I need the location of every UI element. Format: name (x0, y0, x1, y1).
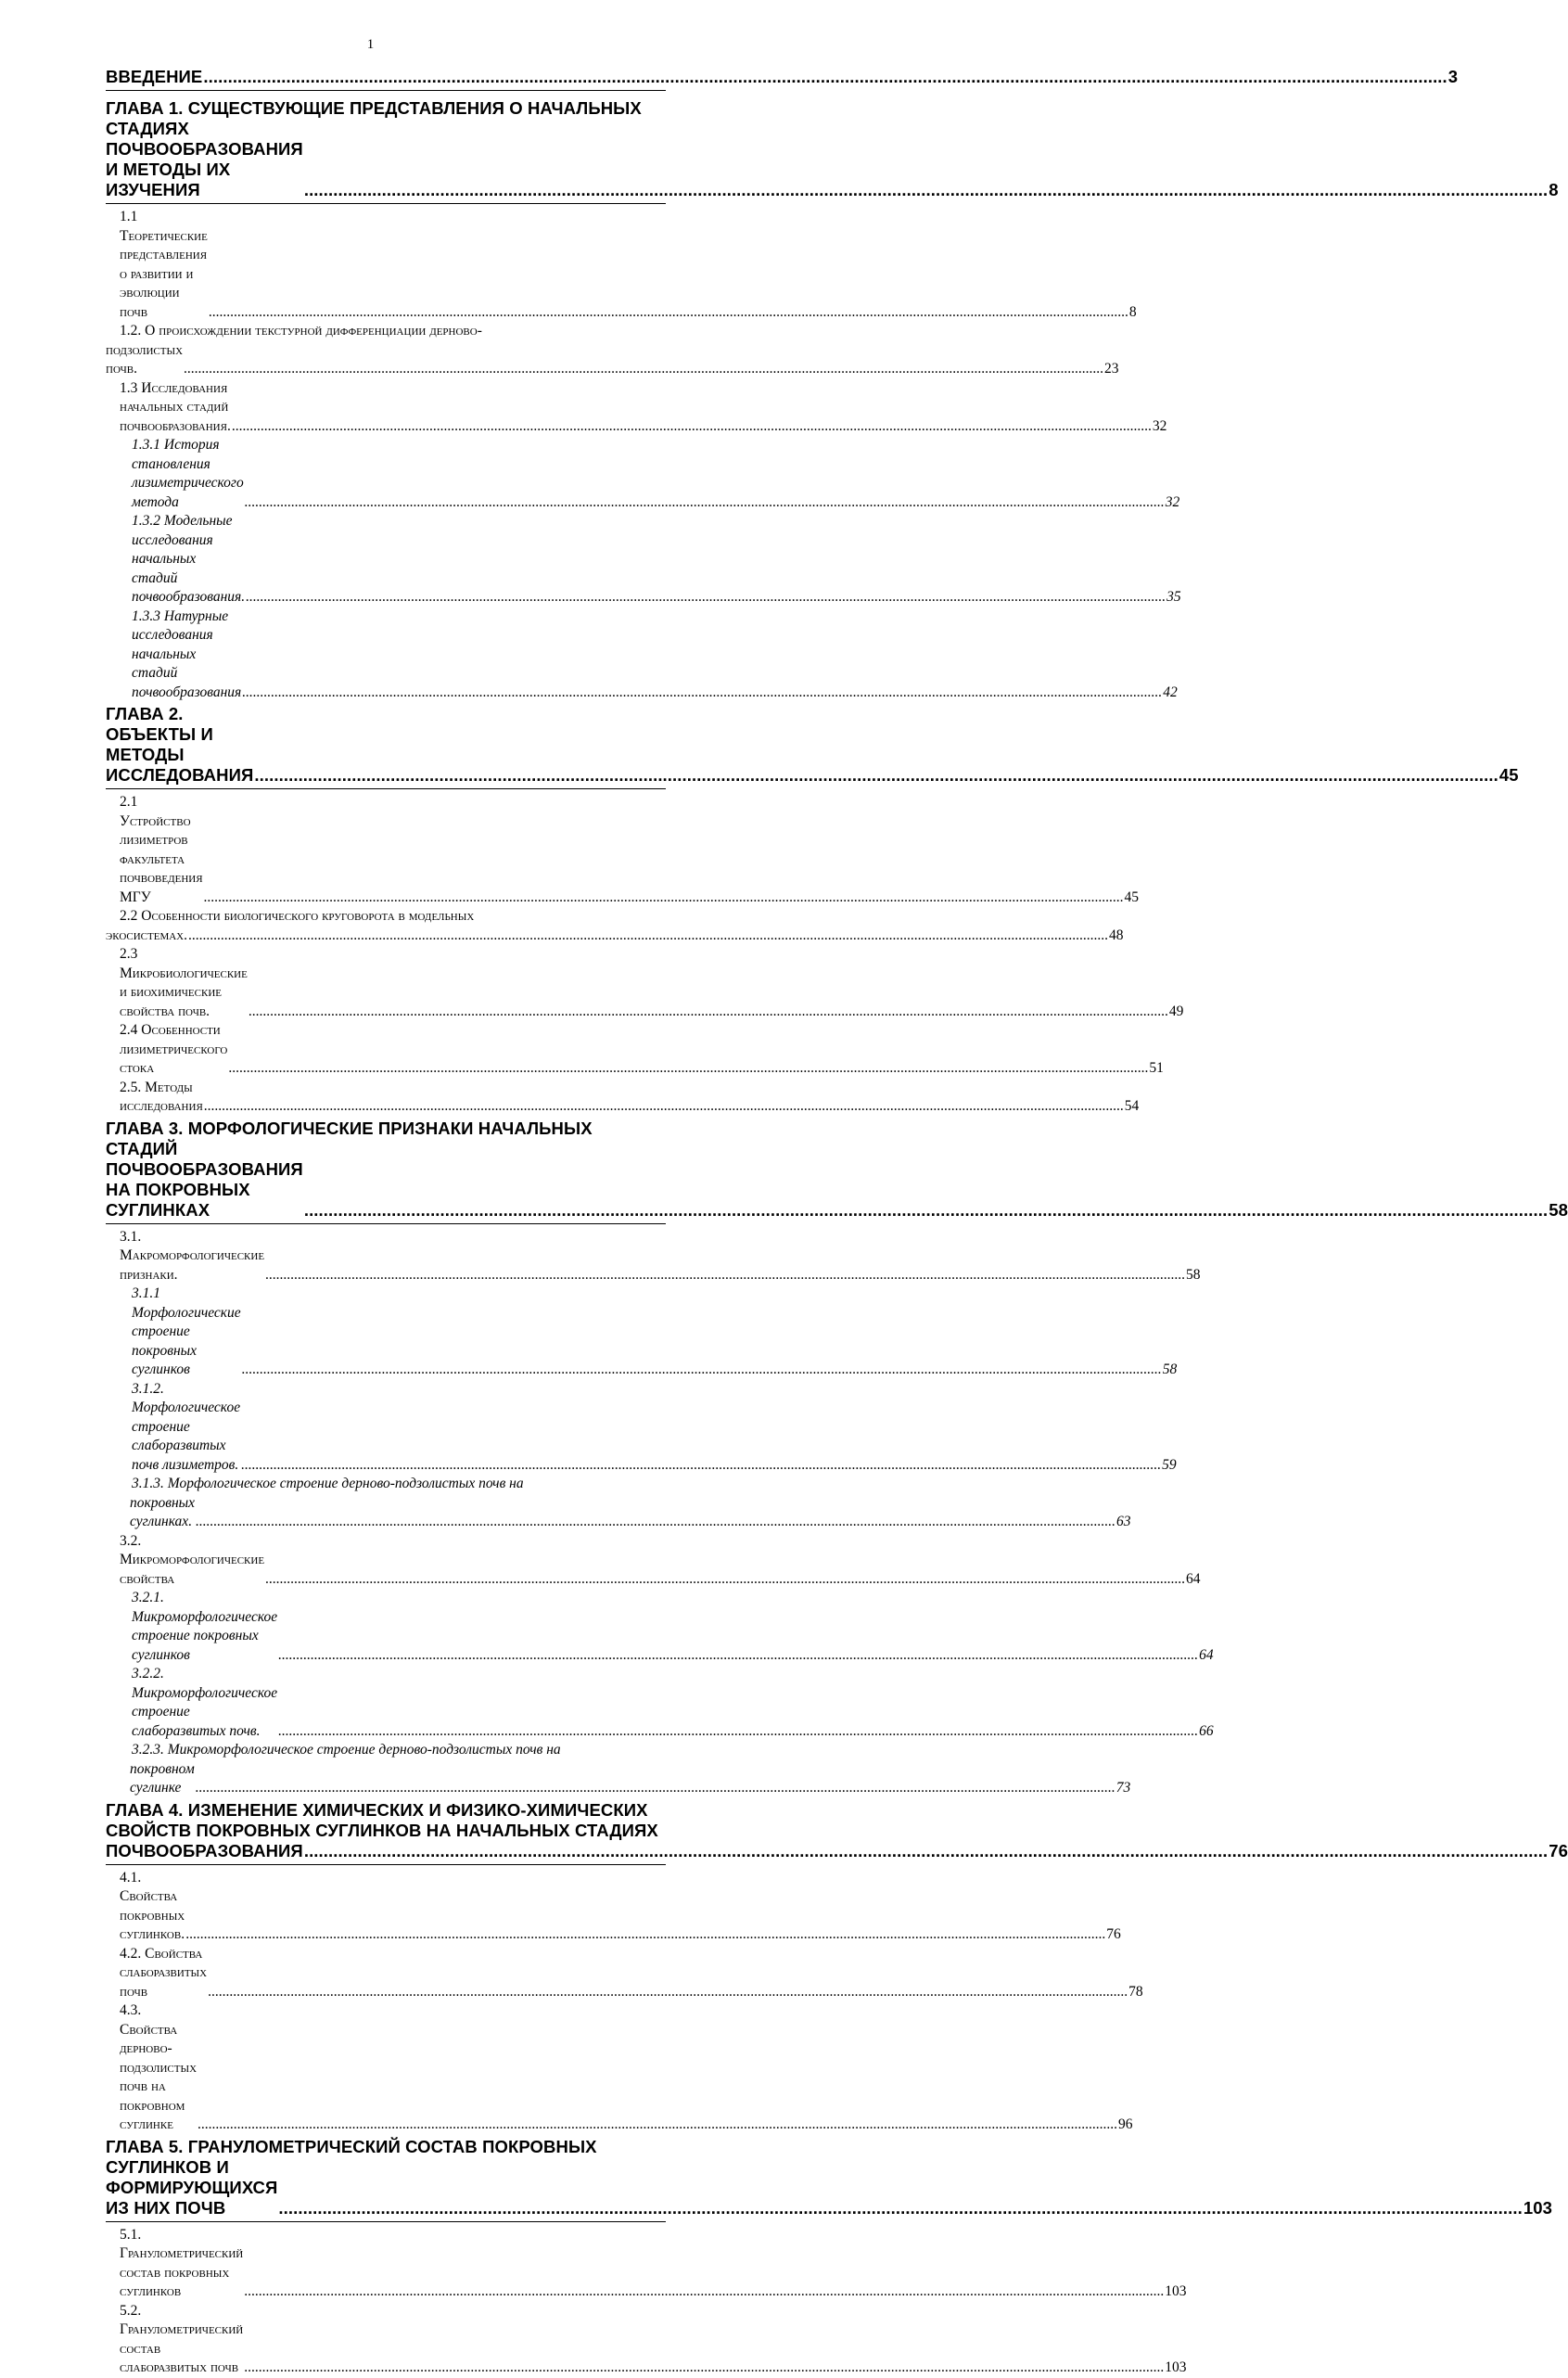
toc-page-number: 63 (1116, 1514, 1131, 1529)
dot-leader (246, 588, 1166, 607)
toc-page-number: 103 (1165, 2359, 1187, 2375)
toc-entry-title: 1.2. О происхождении текстурной дифференциации дерново- (120, 323, 482, 339)
toc-entry-section-1-3-3[interactable] (106, 607, 1178, 703)
toc-entry-chapter-5[interactable] (106, 2136, 1552, 2222)
toc-entry-section-3-2-3[interactable] (106, 1741, 1131, 1798)
toc-entry-title: 2.1 Устройство лизиметров факультета почвоведения МГУ (120, 794, 203, 905)
toc-entry-title: 3.1.2. Морфологическое строение слаборазвитых почв лизиметров. (132, 1380, 241, 1473)
dot-leader (265, 1570, 1185, 1590)
toc-entry-section-1-3-1[interactable] (106, 436, 1180, 512)
toc-entry-title: 3.2.3. Микроморфологическое строение дерново-подзолистых почв на (132, 1742, 561, 1758)
toc-entry-title: ГЛАВА 5. ГРАНУЛОМЕТРИЧЕСКИЙ СОСТАВ ПОКРОВНЫХ (106, 2136, 597, 2156)
toc-entry-section-3-1-3[interactable] (106, 1475, 1131, 1532)
dot-leader (185, 1925, 1105, 1945)
toc-page-number: 58 (1549, 1199, 1568, 1220)
toc-entry-title: ВВЕДЕНИЕ (106, 67, 203, 86)
toc-entry-chapter-3[interactable] (106, 1118, 1568, 1224)
toc-entry-section-2-4[interactable] (106, 1021, 1164, 1079)
dot-leader (278, 1722, 1198, 1742)
dot-leader (209, 303, 1128, 323)
toc-entry-title: 4.2. Свойства слаборазвитых почв (120, 1945, 208, 2000)
dot-leader (208, 1983, 1128, 2002)
toc-entry-section-1-3[interactable] (106, 379, 1167, 437)
toc-entry-section-3-1-2[interactable] (106, 1380, 1177, 1476)
toc-entry-section-3-1[interactable] (106, 1228, 1201, 1285)
dot-leader (304, 1841, 1548, 1861)
toc-entry-title: 1.3.3 Натурные исследования начальных стадий почвообразования (132, 607, 242, 700)
toc-entry-title: покровных суглинках. (130, 1494, 196, 1529)
toc-page-number: 103 (1523, 2197, 1552, 2218)
dot-leader (188, 927, 1108, 946)
toc-page-number: 32 (1152, 417, 1167, 434)
dot-leader (244, 2282, 1164, 2302)
page-number: 1 (366, 37, 375, 52)
toc-entry-title: СТАДИЯХ ПОЧВООБРАЗОВАНИЯ И МЕТОДЫ ИХ ИЗУЧЕНИЯ (106, 119, 303, 199)
toc-page-number: 32 (1165, 493, 1180, 510)
dot-leader (249, 1003, 1168, 1022)
toc-entry-section-2-1[interactable] (106, 793, 1140, 907)
toc-page-number: 48 (1109, 927, 1124, 943)
toc-entry-section-4-3[interactable] (106, 2001, 1133, 2135)
toc-entry-section-4-1[interactable] (106, 1869, 1121, 1945)
dot-leader (304, 1200, 1548, 1221)
toc-entry-section-4-2[interactable] (106, 1945, 1143, 2002)
toc-entry-title: подзолистых почв. (106, 341, 184, 377)
toc-entry-title: 3.1.1 Морфологические строение покровных суглинков (132, 1285, 241, 1377)
toc-page-number: 73 (1115, 1780, 1131, 1796)
toc-entry-title: 2.4 Особенности лизиметрического стока (120, 1022, 228, 1076)
toc-page-number: 8 (1549, 180, 1559, 199)
toc-page-number: 103 (1165, 2283, 1187, 2299)
toc-entry-title: 3.2.1. Микроморфологическое строение покровных суглинков (132, 1590, 278, 1663)
toc-page-number: 45 (1498, 765, 1519, 785)
toc-entry-chapter-1[interactable] (106, 98, 1559, 204)
toc-entry-chapter-2[interactable] (106, 704, 1519, 789)
dot-leader (242, 1361, 1162, 1380)
toc-page-number: 58 (1162, 1362, 1178, 1377)
toc-entry-title: покровном суглинке (130, 1760, 195, 1796)
toc-entry-chapter-4[interactable] (106, 1799, 1568, 1865)
dot-leader (196, 1779, 1115, 1798)
toc-page-number: 59 (1162, 1456, 1177, 1473)
toc-page-number: 45 (1124, 889, 1140, 905)
toc-entry-section-1-1[interactable] (106, 208, 1137, 322)
toc-entry-title: 3.2.2. Микроморфологическое строение слаборазвитых почв. (132, 1666, 278, 1739)
dot-leader (254, 765, 1498, 786)
toc-entry-title: ГЛАВА 1. СУЩЕСТВУЮЩИЕ ПРЕДСТАВЛЕНИЯ О НАЧАЛЬНЫХ (106, 98, 642, 118)
toc-entry-introduction[interactable] (106, 67, 1459, 91)
toc-entry-title: 2.3 Микробиологические и биохимические свойства почв. (120, 946, 248, 1019)
dot-leader (232, 417, 1152, 437)
toc-entry-title: 4.3. Свойства дерново-подзолистых почв на покровном суглинке (120, 2002, 198, 2132)
toc-entry-title: экосистемах. (106, 927, 188, 943)
toc-page-number: 51 (1149, 1060, 1164, 1076)
toc-entry-title: ГЛАВА 3. МОРФОЛОГИЧЕСКИЕ ПРИЗНАКИ НАЧАЛЬНЫХ СТАДИЙ (106, 1118, 593, 1158)
toc-entry-title: ГЛАВА 4. ИЗМЕНЕНИЕ ХИМИЧЕСКИХ И ФИЗИКО-ХИМИЧЕСКИХ (106, 1799, 648, 1820)
toc-page-number: 54 (1124, 1098, 1140, 1114)
toc-entry-section-3-1-1[interactable] (106, 1285, 1178, 1380)
toc-page-number: 35 (1166, 589, 1181, 605)
toc-page-number: 76 (1106, 1926, 1121, 1942)
dot-leader (242, 684, 1162, 703)
toc-entry-title: СВОЙСТВ ПОКРОВНЫХ СУГЛИНКОВ НА НАЧАЛЬНЫХ СТАДИЯХ (106, 1820, 658, 1840)
toc-entry-title: 3.1. Макроморфологические признаки. (120, 1228, 265, 1283)
toc-entry-section-1-2[interactable] (106, 322, 1119, 379)
toc-entry-section-2-2[interactable] (106, 907, 1124, 945)
toc-page-number: 78 (1128, 1983, 1143, 2000)
toc-entry-title: ГЛАВА 2. ОБЪЕКТЫ И МЕТОДЫ ИССЛЕДОВАНИЯ (106, 704, 254, 785)
toc-entry-section-3-2-1[interactable] (106, 1589, 1214, 1665)
dot-leader (278, 1646, 1198, 1666)
dot-leader (198, 2116, 1117, 2135)
toc-entry-title: ПОЧВООБРАЗОВАНИЯ (106, 1840, 303, 1860)
toc-entry-title: СУГЛИНКОВ И ФОРМИРУЮЩИХСЯ ИЗ НИХ ПОЧВ (106, 2156, 278, 2218)
dot-leader (184, 360, 1103, 379)
toc-entry-section-5-2[interactable] (106, 2302, 1187, 2378)
toc-entry-title: 5.1. Гранулометрический состав покровных суглинков (120, 2226, 244, 2299)
table-of-contents (106, 67, 1568, 2378)
toc-entry-title: 1.3 Исследования начальных стадий почвообразования. (120, 379, 231, 434)
toc-entry-title: 3.1.3. Морфологическое строение дерново-подзолистых почв на (132, 1476, 524, 1491)
toc-entry-title: 2.2 Особенности биологического круговорота в модельных (120, 908, 475, 924)
toc-page-number: 64 (1186, 1570, 1201, 1587)
dot-leader (241, 1456, 1161, 1476)
dot-leader (244, 2359, 1164, 2378)
dot-leader (196, 1513, 1115, 1532)
toc-entry-section-5-1[interactable] (106, 2226, 1187, 2302)
toc-entry-title: 3.2. Микроморфологические свойства (120, 1532, 265, 1587)
toc-page-number: 64 (1199, 1646, 1214, 1663)
toc-page-number: 23 (1104, 361, 1119, 377)
toc-entry-title: 1.3.2 Модельные исследования начальных стадий почвообразования. (132, 513, 246, 605)
toc-page-number: 58 (1186, 1266, 1201, 1283)
toc-entry-section-3-2[interactable] (106, 1532, 1201, 1590)
dot-leader (204, 889, 1124, 908)
toc-page-number: 3 (1447, 67, 1459, 86)
dot-leader (245, 493, 1165, 513)
toc-entry-section-2-5[interactable] (106, 1079, 1140, 1117)
toc-entry-title: 4.1. Свойства покровных суглинков. (120, 1869, 185, 1942)
toc-entry-section-3-2-2[interactable] (106, 1665, 1214, 1741)
toc-entry-section-2-3[interactable] (106, 945, 1184, 1021)
toc-entry-title: ПОЧВООБРАЗОВАНИЯ НА ПОКРОВНЫХ СУГЛИНКАХ (106, 1158, 303, 1220)
toc-page-number: 42 (1163, 684, 1178, 700)
dot-leader (304, 180, 1548, 200)
toc-page-number: 76 (1549, 1840, 1568, 1860)
toc-entry-section-1-3-2[interactable] (106, 512, 1181, 607)
toc-page-number: 8 (1128, 303, 1137, 320)
toc-entry-title: 1.1 Теоретические представления о развитии и эволюции почв (120, 209, 208, 320)
toc-entry-title: 2.5. Методы исследования (120, 1079, 203, 1114)
dot-leader (265, 1266, 1185, 1285)
dot-leader (228, 1059, 1148, 1079)
dot-leader (204, 1097, 1124, 1117)
toc-page-number: 49 (1168, 1003, 1184, 1019)
dot-leader (203, 67, 1447, 87)
dot-leader (278, 2198, 1522, 2218)
toc-entry-title: 5.2. Гранулометрический состав слаборазвитых почв (120, 2302, 244, 2375)
toc-page-number: 66 (1199, 1722, 1214, 1739)
toc-entry-title: 1.3.1 История становления лизиметрического метода (132, 437, 244, 510)
toc-page-number: 96 (1118, 2116, 1133, 2132)
